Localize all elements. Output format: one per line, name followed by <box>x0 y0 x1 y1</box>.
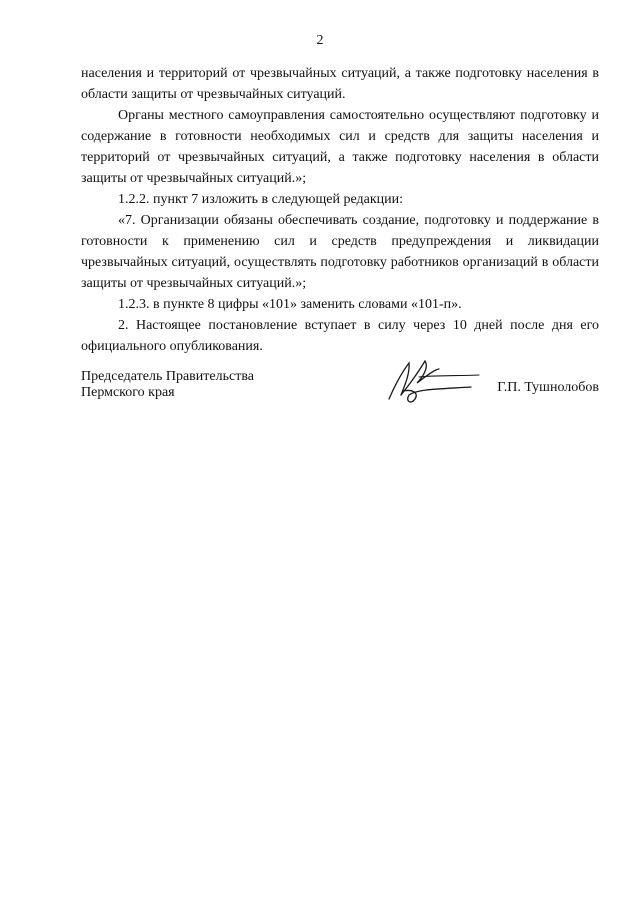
document-body <box>81 63 599 357</box>
paragraph-continuation: населения и территорий от чрезвычайных ситуаций, а также подготовку населения в области защиты от чрезвычайных ситуаций. <box>81 66 599 102</box>
paragraph-item-1-2-2: 1.2.2. пункт 7 изложить в следующей редакции: <box>118 192 403 207</box>
handwritten-signature <box>379 355 499 407</box>
page-number: 2 <box>316 33 324 48</box>
signer-title-line-2: Пермского края <box>81 385 175 400</box>
signer-title-line-1: Председатель Правительства <box>81 369 254 384</box>
signer-title <box>81 369 254 401</box>
signer-name: Г.П. Тушнолобов <box>497 380 599 395</box>
paragraph-local-government: Органы местного самоуправления самостоятельно осуществляют подготовку и содержание в готовности необходимых сил и средств для защиты населения и территорий от чрезвычайных ситуаций, а также подготовку населения в области защиты от чрезвычайных ситуаций.»; <box>81 108 599 186</box>
paragraph-effective-date: 2. Настоящее постановление вступает в силу через 10 дней после дня его официального опубликования. <box>81 318 599 354</box>
signature-block <box>81 369 599 409</box>
paragraph-item-1-2-3: 1.2.3. в пункте 8 цифры «101» заменить словами «101-п». <box>118 297 462 312</box>
paragraph-point-7: «7. Организации обязаны обеспечивать создание, подготовку и поддержание в готовности к применению сил и средств предупреждения и ликвидации чрезвычайных ситуаций, осуществлять подготовку работников организаций в области защиты от чрезвычайных ситуаций.»; <box>81 213 599 291</box>
